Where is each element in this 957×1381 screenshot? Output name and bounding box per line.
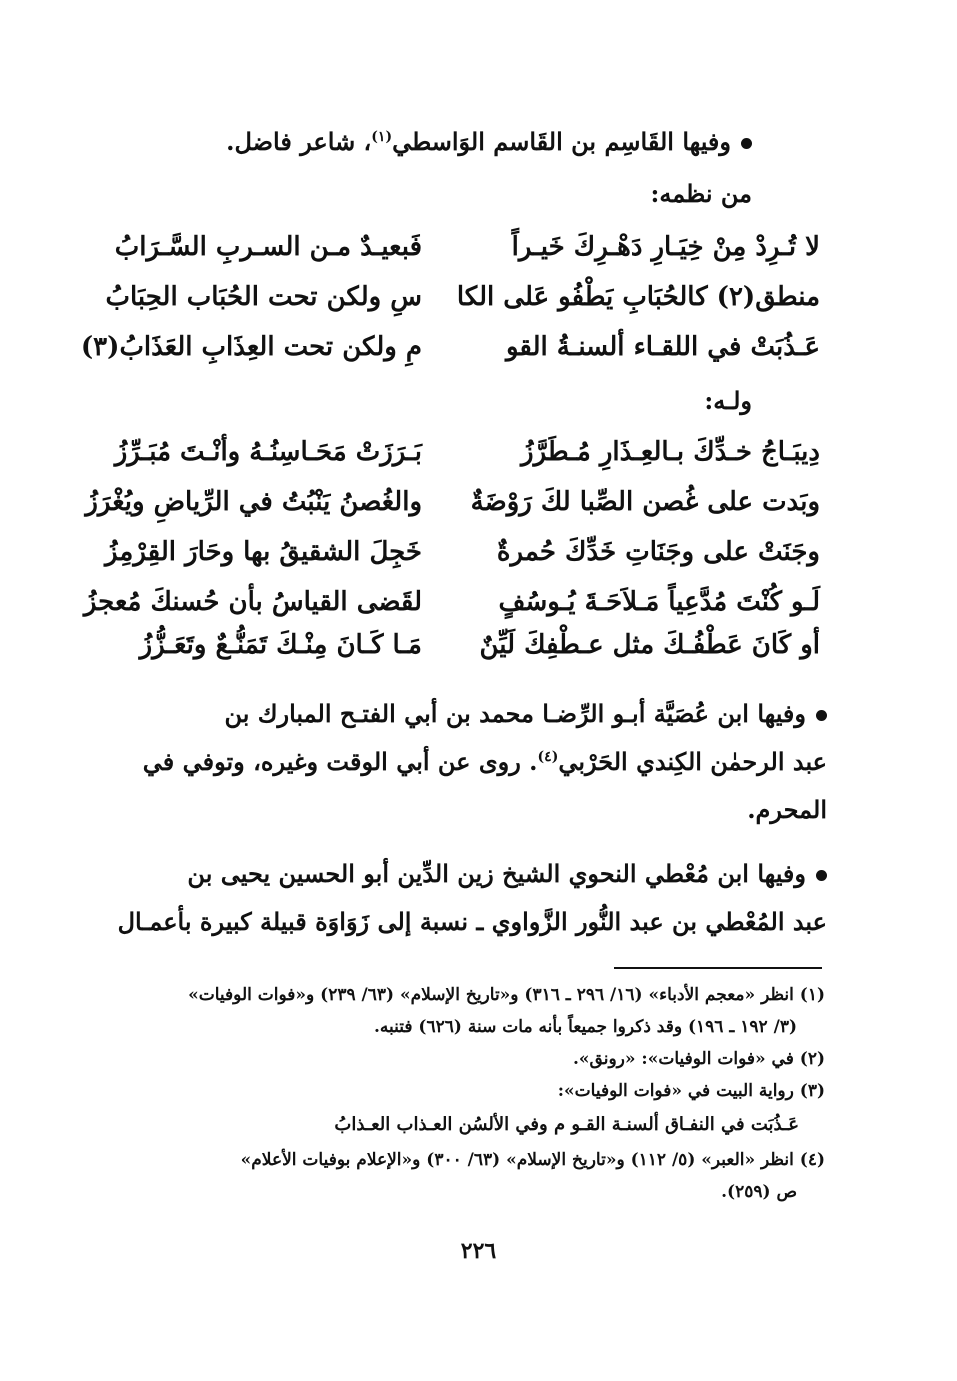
verse-2-5-right: أو كَانَ عَطْفُـكَ مثل عـطْفِكَ لَيِّنٌ [479, 630, 820, 660]
entry-ibn-usayya-line1 [224, 700, 827, 729]
verse-1-3-left: مِ ولكن تحت العِذَابِ العَذَابُ(٣) [80, 332, 422, 362]
verse-1-3-right: عَـذُبَتْ في اللقـاء ألسنـةُ القو [506, 332, 820, 362]
entry-ibn-muti-line2: عبد المُعْطي بن عبد النُّور الزَّواوي ـ نسبة إلى زَوَاوَة قبيلة كبيرة بأعمـال [117, 907, 827, 936]
verse-2-5-left: مَـا كَـانَ مِنْـكَ تَمَنُّـعٌ وتَعَـزُّزُ [139, 630, 422, 660]
verse-1-2-right: منطق(٢) كالحُبَابِ يَطْفُو عَلى الكا [456, 282, 820, 312]
footnote-rule [614, 967, 822, 969]
verse-2-4-right: لَـو كُنْتَ مُدَّعِياً مَـلاَحَـةَ يُـوسُفٍ [498, 587, 820, 617]
bullet-icon [816, 710, 827, 721]
entry-ibn-usayya-text2a: عبد الرحمٰن الكِندي الحَرْبي [558, 747, 827, 776]
entry-ibn-muti-text1: وفيها ابن مُعْطي النحوي الشيخ زين الدِّين أبو الحسين يحيى بن [187, 859, 806, 888]
entry-ibn-usayya-line3: المحرم. [747, 795, 827, 824]
footnote-4-line1: (٤) انظر «العبر» (٥/ ١١٢) و«تاريخ الإسلام» (٦٣/ ٣٠٠) و«الإعلام بوفيات الأعلام» [240, 1150, 825, 1170]
verse-2-3-right: وجَنَتْ على وجَنَاتِ خَدِّكَ حُمرةٌ [496, 537, 820, 567]
verse-2-1-right: دِيبَـاجُ خـدِّكَ بـالعِـذَارِ مُـطَرَّزُ [521, 437, 820, 467]
entry-ibn-usayya-text2b: . روى عن أبي الوقت وغيره، وتوفي في [142, 747, 538, 776]
footnote-1-line1: (١) انظر «معجم الأدباء» (١٦/ ٢٩٦ ـ ٣١٦) و«تاريخ الإسلام» (٦٣/ ٢٣٩) و«فوات الوفيات» [188, 985, 825, 1005]
heading-min-nazmihi: من نظمه: [650, 179, 752, 208]
footnote-ref-4: (٤) [537, 749, 559, 765]
bullet-icon [741, 138, 752, 149]
entry-wasiti-tail: ، شاعر فاضل. [226, 127, 372, 156]
entry-wasiti [226, 128, 752, 157]
verse-2-1-left: بَـرَزَتْ مَحَـاسِنُـهُ وأنْـتَ مُبَـرِّزُ [114, 437, 422, 467]
page-number: ٢٢٦ [460, 1238, 497, 1264]
footnote-3-verse: عَـذُبَت في النفـاق ألسنـة القـو م وفي الألسُن العـذاب العـذابُ [334, 1114, 799, 1135]
verse-2-4-left: لقَضى القياسُ بأن حُسنكَ مُعجزُ [83, 587, 422, 617]
bullet-icon [816, 870, 827, 881]
verse-2-2-right: وبَدت على غُصن الصِّبا لكَ رَوْضَةٌ [470, 487, 820, 517]
verse-2-2-left: والغُصنُ يَنْبُتُ في الرِّياضِ ويُغْرَزُ [85, 487, 422, 517]
entry-ibn-usayya-line2 [143, 748, 827, 777]
footnote-4-line2: ص (٢٥٩). [721, 1182, 797, 1202]
heading-walahu: ولـه: [704, 386, 752, 415]
footnote-2: (٢) في «فوات الوفيات»: «رونق». [573, 1049, 825, 1069]
entry-wasiti-text: وفيها القَاسِم بن القَاسم الوَاسطي [392, 127, 731, 156]
verse-2-3-left: خَجِلَ الشقيقُ بها وحَارَ القِرْمِزُ [105, 537, 422, 567]
verse-1-2-left: سِ ولكن تحت الحُبَاب الحِبَابُ [105, 282, 422, 312]
verse-1-1-left: فَبعيـدٌ مـن السـربِ السَّـرَابُ [114, 232, 422, 262]
footnote-3: (٣) رواية البيت في «فوات الوفيات»: [557, 1081, 825, 1101]
footnote-ref-1: (١) [371, 129, 393, 145]
entry-ibn-muti-line1 [187, 860, 827, 889]
verse-1-1-right: لا تُـرِدْ مِنْ خِيَـارِ دَهْـرِكَ خَيـراً [511, 232, 820, 262]
footnote-1-line2: (٣/ ١٩٢ ـ ١٩٦) وقد ذكروا جميعاً بأنه مات سنة (٦٢٦) فتنبه. [373, 1017, 797, 1037]
entry-ibn-usayya-text1: وفيها ابن عُصَيَّة أبـو الرِّضـا محمد بن أبي الفتـح المبارك بن [224, 699, 806, 728]
